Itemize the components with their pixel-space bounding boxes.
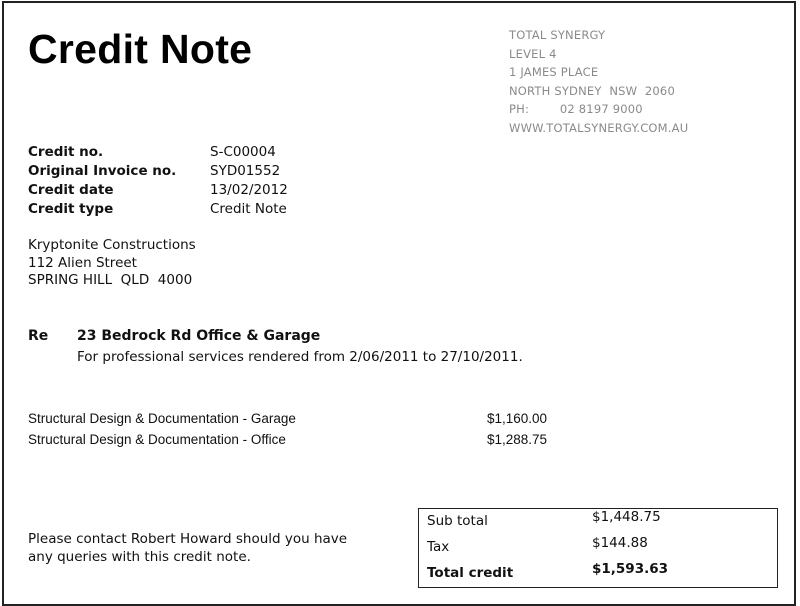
total-credit-label: Total credit — [427, 565, 514, 581]
line-item-amount: $1,160.00 — [487, 411, 548, 426]
subtotal-value: $1,448.75 — [592, 509, 661, 525]
credit-date-value: 13/02/2012 — [210, 182, 288, 198]
credit-type-value: Credit Note — [210, 201, 287, 217]
client-street: 112 Alien Street — [28, 254, 137, 271]
line-item-description: Structural Design & Documentation - Office — [28, 432, 286, 447]
company-name: TOTAL SYNERGY — [509, 28, 606, 42]
contact-note: Please contact Robert Howard should you have any queries with this credit note. — [28, 531, 348, 565]
credit-type-label: Credit type — [28, 201, 114, 217]
tax-value: $144.88 — [592, 535, 648, 551]
company-website: WWW.TOTALSYNERGY.COM.AU — [509, 120, 689, 135]
original-invoice-value: SYD01552 — [210, 163, 281, 179]
company-address-line: 1 JAMES PLACE — [509, 65, 599, 79]
credit-number-label: Credit no. — [28, 144, 104, 160]
credit-date-label: Credit date — [28, 182, 114, 198]
original-invoice-label: Original Invoice no. — [28, 163, 177, 179]
tax-label: Tax — [427, 539, 450, 555]
client-name: Kryptonite Constructions — [28, 237, 196, 253]
document-title: Credit Note — [28, 26, 253, 72]
line-item-amount: $1,288.75 — [487, 432, 548, 447]
client-address-block — [28, 237, 196, 290]
company-phone: PH: 02 8197 9000 — [509, 102, 643, 116]
totals-box — [418, 508, 778, 588]
line-item-description: Structural Design & Documentation - Garage — [28, 411, 296, 426]
project-title: 23 Bedrock Rd Office & Garage — [77, 328, 321, 344]
company-address-line: LEVEL 4 — [509, 46, 557, 61]
re-label: Re — [28, 328, 49, 344]
line-items — [28, 411, 568, 453]
total-credit-row — [419, 561, 777, 591]
client-city: SPRING HILL QLD 4000 — [28, 272, 193, 288]
project-description: For professional services rendered from 2/06/2011 to 27/10/2011. — [77, 349, 523, 365]
company-address-line: NORTH SYDNEY NSW 2060 — [509, 83, 675, 98]
subtotal-label: Sub total — [427, 513, 488, 529]
company-address-block — [509, 26, 688, 137]
line-item — [28, 432, 568, 453]
total-credit-value: $1,593.63 — [592, 561, 669, 577]
line-item — [28, 411, 568, 432]
credit-number-value: S-C00004 — [210, 144, 276, 160]
